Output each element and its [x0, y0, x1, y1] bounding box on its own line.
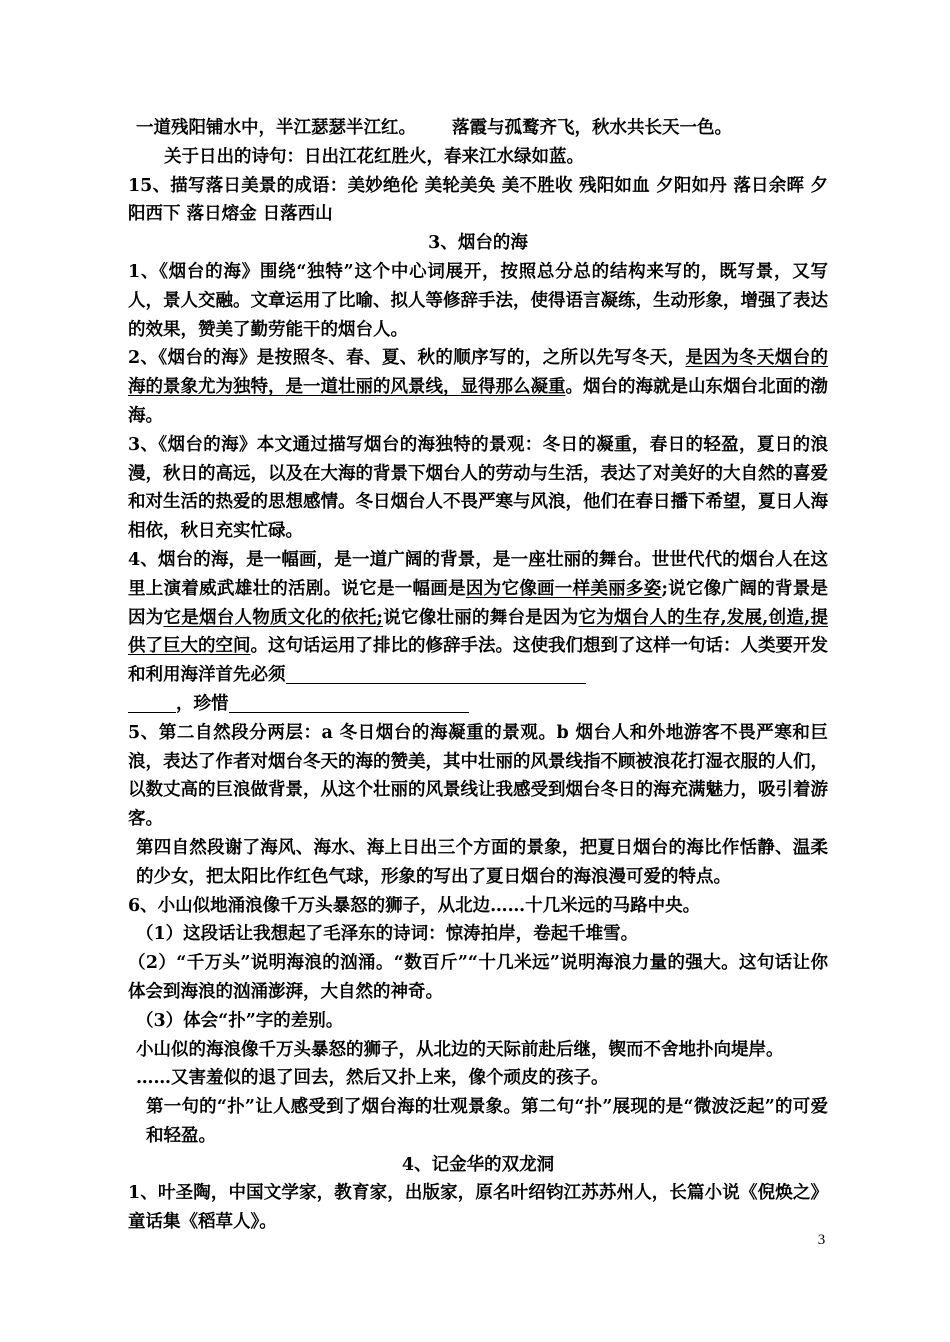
page-number-container: [0, 1232, 950, 1249]
paragraph-6-item-1: （1）这段话让我想起了毛泽东的诗词：惊涛拍岸，卷起千堆雪。: [136, 924, 639, 945]
poem-line-sunset: [128, 114, 828, 143]
fill-blank-3[interactable]: [229, 694, 469, 713]
paragraph-6-item-2: （2）“千万头”说明海浪的汹涌。“数百斤”“十几米远”说明海浪力量的强大。这句话让你体会到海浪的汹涌澎湃，大自然的神奇。: [128, 953, 828, 1002]
paragraph-4-text-e: ，珍惜: [176, 693, 229, 714]
paragraph-4-text-c: 说它像壮丽的舞台是因为: [382, 607, 579, 628]
paragraph-5b: 第四自然段谢了海风、海水、海上日出三个方面的景象，把夏日烟台的海比作恬静、温柔的少女，把太阳比作红色气球，形象的写出了夏日烟台的海浪漫可爱的特点。: [136, 837, 828, 887]
paragraph-3: 3、《烟台的海》本文通过描写烟台的海独特的景观：冬日的凝重，春日的轻盈，夏日的浪漫，秋日的高远，以及在大海的背景下烟台人的劳动与生活，表达了对美好的大自然的喜爱和对生活的热爱的思想感情。冬日烟台人不畏严寒与风浪，他们在春日播下希望，夏日人海相依，秋日充实忙碌。: [128, 434, 828, 542]
page-number: 3: [817, 1232, 826, 1248]
paragraph-6-conclusion: 第一句的“扑”让人感受到了烟台海的壮观景象。第二句“扑”展现的是“微波泛起”的可爱和轻盈。: [146, 1097, 828, 1146]
paragraph-4-text-a: 4、烟台的海，是一幅画，是一道广阔的背景，是一座壮丽的舞台。世世代代的烟台人在这里上演着威武雄壮的活剧。说它是一幅画是: [128, 549, 828, 599]
section-title-yantai: 3、烟台的海: [428, 233, 528, 254]
section-title-shuanglong: 4、记金华的双龙洞: [401, 1154, 555, 1175]
paragraph-6-item-3: （3）体会“扑”字的差别。: [136, 1010, 344, 1031]
paragraph-6: 6、小山似地涌浪像千万头暴怒的狮子，从北边……十几米远的马路中央。: [128, 895, 701, 916]
paragraph-2: [128, 344, 828, 430]
paragraph-5: 5、第二自然段分两层：a 冬日烟台的海凝重的景观。b 烟台人和外地游客不畏严寒和巨浪，表达了作者对烟台冬天的海的赞美，其中壮丽的风景线指不顾被浪花打湿衣服的人们，以数丈高的巨浪做背景，从这个壮丽的风景线让我感受到烟台冬日的海充满魅力，吸引着游客。: [128, 722, 828, 830]
poem-sunset-a: 一道残阳铺水中，半江瑟瑟半江红。: [136, 118, 416, 138]
paragraph-2-text-a: 2、《烟台的海》是按照冬、春、夏、秋的顺序写的，之所以先写冬天，: [128, 348, 686, 369]
fill-blank-1[interactable]: [286, 665, 586, 684]
paragraph-4-text-d: 。这句话运用了排比的修辞手法。这使我们想到了这样一句话：人类要开发和利用海洋首先必须: [128, 636, 828, 686]
paragraph-6-quote-1: 小山似的海浪像千万头暴怒的狮子，从北边的天际前赴后继，锲而不舍地扑向堤岸。: [136, 1039, 784, 1060]
paragraph-4: [128, 546, 828, 719]
paragraph-4-text-b: ;说它像广阔的背景是因为: [128, 578, 829, 628]
paragraph-6-quote-2: ……又害羞似的退了回去，然后又扑上来，像个顽皮的孩子。: [136, 1068, 609, 1089]
poem-sunset-b: 落霞与孤鹜齐飞，秋水共长天一色。: [452, 118, 732, 138]
paragraph-4-underlined-1: 因为它像画一样美丽多姿: [465, 578, 662, 599]
idioms-paragraph: 15、描写落日美景的成语：美妙绝伦 美轮美奂 美不胜收 残阳如血 夕阳如丹 落日余晖 夕阳西下 落日熔金 日落西山: [128, 175, 828, 225]
fill-blank-2[interactable]: [128, 694, 176, 713]
poem-line-sunrise: 关于日出的诗句：日出江花红胜火，春来江水绿如蓝。: [164, 146, 584, 167]
document-body: [128, 114, 828, 1237]
section4-paragraph-1: 1、叶圣陶，中国文学家，教育家，出版家，原名叶绍钧江苏苏州人，长篇小说《倪焕之》童话集《稻草人》。: [128, 1183, 828, 1233]
paragraph-1: 1、《烟台的海》围绕“独特”这个中心词展开，按照总分总的结构来写的，既写景，又写人，景人交融。文章运用了比喻、拟人等修辞手法，使得语言凝练，生动形象，增强了表达的效果，赞美了勤劳能干的烟台人。: [128, 261, 828, 340]
paragraph-4-underlined-3: 它为烟台人的生存,发展,创造,提供了巨大的空间: [128, 607, 828, 657]
paragraph-2-text-b: 。烟台的海就是山东烟台北面的渤海。: [128, 377, 828, 426]
paragraph-2-underlined: 是因为冬天烟台的海的景象尤为独特，是一道壮丽的风景线，显得那么凝重: [128, 348, 828, 398]
paragraph-4-underlined-2: 它是烟台人物质文化的依托;: [163, 607, 383, 628]
